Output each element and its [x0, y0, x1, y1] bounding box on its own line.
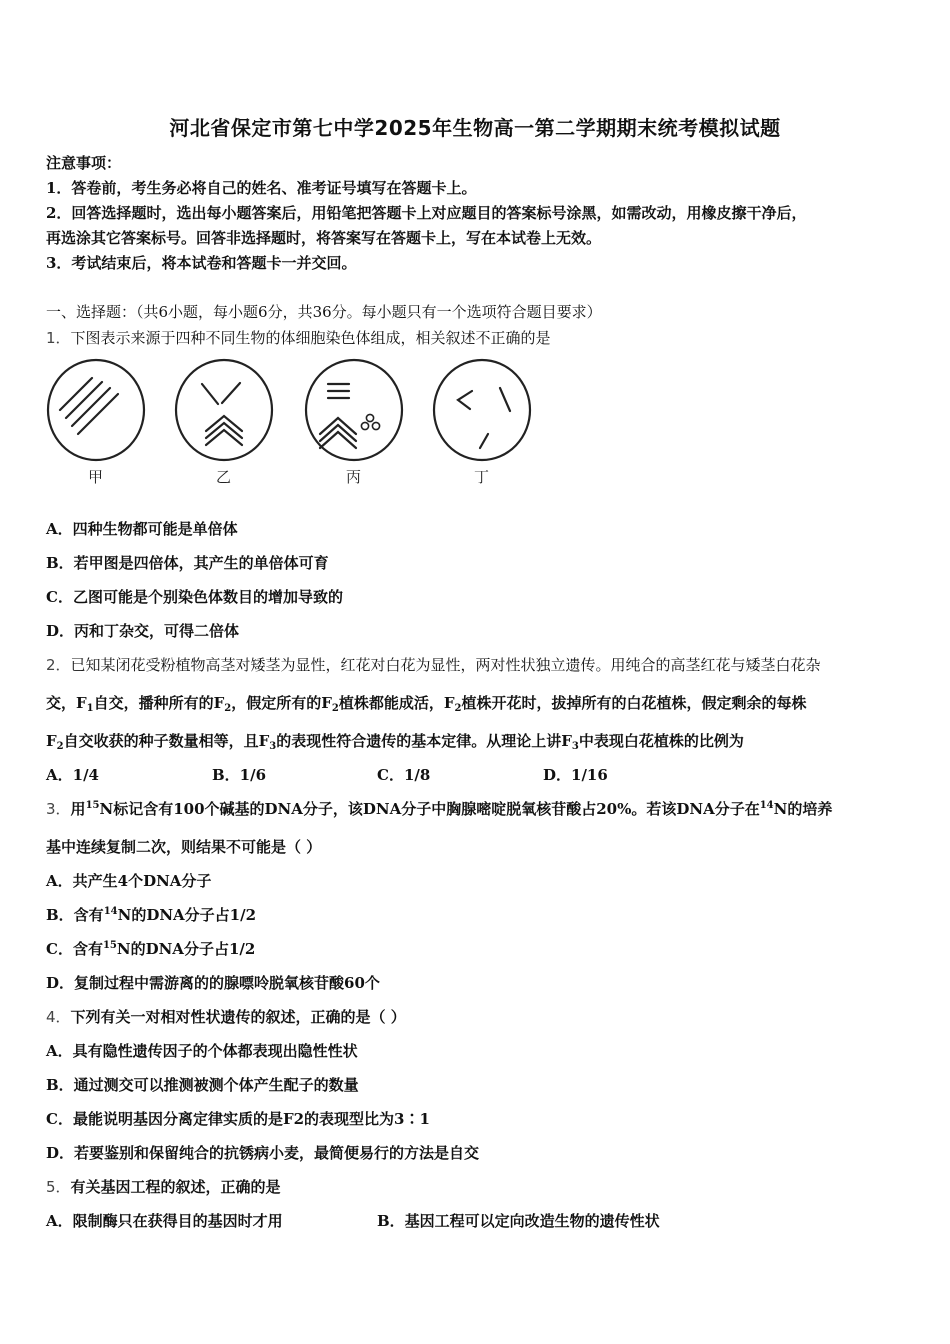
cell-bing — [306, 360, 402, 460]
notice-heading: 注意事项： — [46, 154, 122, 172]
q2-option-a: A．1/4 — [46, 766, 99, 784]
q2-line-2 — [46, 692, 807, 714]
q2-option-b: B．1/6 — [212, 766, 267, 784]
q3-seg: N的DNA分子占1/2 — [116, 940, 256, 958]
q2-seg: ，假定所有的F — [231, 694, 332, 712]
q5-stem — [46, 1176, 281, 1197]
q3-option-d: D．复制过程中需游离的的腺嘌呤脱氧核苷酸60个 — [46, 974, 380, 992]
q2-seg: 中表现白花植株的比例为 — [578, 732, 744, 750]
q2-sub: 1 — [86, 703, 94, 714]
q2-sub: 3 — [571, 741, 579, 752]
q2-line-3 — [46, 730, 744, 752]
cell-label-jia: 甲 — [88, 468, 104, 486]
q2-sub: 3 — [269, 741, 277, 752]
q5-number: 5． — [46, 1178, 71, 1196]
q3-sup: 15 — [85, 800, 100, 811]
cell-label-bing: 丙 — [346, 468, 362, 486]
q3-sup: 14 — [759, 800, 774, 811]
q3-sup: 14 — [103, 906, 118, 917]
q5-option-b: B．基因工程可以定向改造生物的遗传性状 — [377, 1212, 660, 1230]
cell-yi — [176, 360, 272, 460]
q2-seg: 植株都能成活，F — [338, 694, 455, 712]
q3-seg: N的培养 — [773, 800, 833, 818]
q2-sub: 2 — [224, 703, 232, 714]
q2-option-d: D．1/16 — [543, 766, 608, 784]
page-title: 河北省保定市第七中学2025年生物高一第二学期期末统考模拟试题 — [169, 116, 781, 140]
q4-stem — [46, 1006, 406, 1027]
section-heading: 一、选择题：（共6小题，每小题6分，共36分。每小题只有一个选项符合题目要求） — [46, 303, 602, 321]
q3-seg: 用 — [70, 800, 86, 818]
q4-option-c: C．最能说明基因分离定律实质的是F2的表现型比为3∶1 — [46, 1110, 430, 1128]
q2-line-1 — [46, 654, 821, 675]
q5-option-a: A．限制酶只在获得目的基因时才用 — [46, 1212, 283, 1230]
q3-seg: B．含有 — [46, 906, 104, 924]
q2-seg: 的表现性符合遗传的基本定律。从理论上讲F — [276, 732, 572, 750]
q3-sup: 15 — [102, 940, 117, 951]
q4-option-a: A．具有隐性遗传因子的个体都表现出隐性性状 — [46, 1042, 358, 1060]
q4-option-d: D．若要鉴别和保留纯合的抗锈病小麦，最简便易行的方法是自交 — [46, 1144, 480, 1162]
cell-label-ding: 丁 — [474, 468, 490, 486]
notice-item-2-cont: 再选涂其它答案标号。回答非选择题时，将答案写在答题卡上，写在本试卷上无效。 — [46, 229, 602, 247]
q5-text: 有关基因工程的叙述，正确的是 — [70, 1178, 281, 1196]
q2-seg: 自交收获的种子数量相等，且F — [63, 732, 270, 750]
q3-line-1 — [46, 798, 832, 819]
cell-jia — [48, 360, 144, 460]
q1-option-b: B．若甲图是四倍体，其产生的单倍体可育 — [46, 554, 329, 572]
q2-sub: 2 — [56, 741, 64, 752]
q4-number: 4． — [46, 1008, 71, 1026]
q1-option-c: C．乙图可能是个别染色体数目的增加导致的 — [46, 588, 343, 606]
chromosome-figure — [44, 355, 544, 490]
q2-number: 2． — [46, 656, 71, 674]
q4-text: 下列有关一对相对性状遗传的叙述，正确的是（ ） — [70, 1008, 406, 1026]
q1-number: 1． — [46, 329, 71, 347]
q3-number: 3． — [46, 800, 71, 818]
q3-seg: C．含有 — [46, 940, 103, 958]
cell-label-yi: 乙 — [216, 468, 232, 486]
q3-option-b — [46, 904, 256, 925]
q4-option-b: B．通过测交可以推测被测个体产生配子的数量 — [46, 1076, 359, 1094]
q1-option-a: A．四种生物都可能是单倍体 — [46, 520, 238, 538]
q2-sub: 2 — [454, 703, 462, 714]
q3-seg: N标记含有100个碱基的DNA分子，该DNA分子中胸腺嘧啶脱氧核苷酸占20%。若该DNA分子在 — [99, 800, 760, 818]
q2-seg: 植株开花时，拔掉所有的白花植株，假定剩余的每株 — [461, 694, 807, 712]
q2-option-c: C．1/8 — [377, 766, 431, 784]
notice-item-3: 3．考试结束后，将本试卷和答题卡一并交回。 — [46, 254, 357, 272]
q1-text: 下图表示来源于四种不同生物的体细胞染色体组成，相关叙述不正确的是 — [70, 329, 551, 347]
q2-seg: 交，F — [46, 694, 87, 712]
q2-sub: 2 — [331, 703, 339, 714]
q2-seg: F — [46, 732, 57, 750]
notice-item-1: 1．答卷前，考生务必将自己的姓名、准考证号填写在答题卡上。 — [46, 179, 477, 197]
cell-ding — [434, 360, 530, 460]
q3-seg: N的DNA分子占1/2 — [117, 906, 257, 924]
q1-option-d: D．丙和丁杂交，可得二倍体 — [46, 622, 240, 640]
q2-seg: 自交，播种所有的F — [93, 694, 225, 712]
q3-option-c — [46, 938, 255, 959]
q2-text-1: 已知某闭花受粉植物高茎对矮茎为显性，红花对白花为显性，两对性状独立遗传。用纯合的高茎红花与矮茎白花杂 — [70, 656, 821, 674]
q3-option-a: A．共产生4个DNA分子 — [46, 872, 212, 890]
q1-stem — [46, 327, 551, 348]
notice-item-2: 2．回答选择题时，选出每小题答案后，用铅笔把答题卡上对应题目的答案标号涂黑，如需改动，用橡皮擦干净后， — [46, 204, 807, 222]
q3-line-2: 基中连续复制二次，则结果不可能是（ ） — [46, 838, 322, 856]
